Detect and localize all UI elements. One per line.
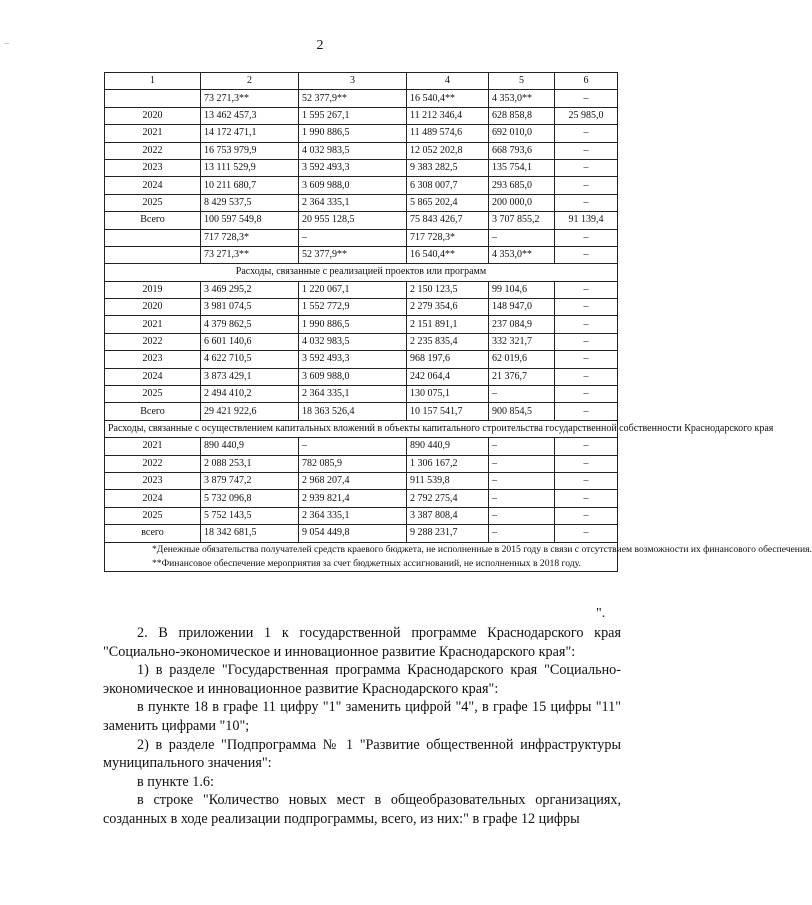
- year-cell: [105, 246, 201, 263]
- value-cell: 3 873 429,1: [201, 368, 299, 385]
- value-cell: 100 597 549,8: [201, 212, 299, 229]
- table-row: [105, 351, 618, 368]
- section-title-row: [105, 420, 618, 437]
- value-cell: –: [555, 125, 618, 142]
- value-cell: 18 363 526,4: [299, 403, 407, 420]
- value-cell: 21 376,7: [489, 368, 555, 385]
- value-cell: 10 211 680,7: [201, 177, 299, 194]
- year-cell: 2023: [105, 472, 201, 489]
- value-cell: 3 981 074,5: [201, 299, 299, 316]
- year-cell: 2022: [105, 142, 201, 159]
- year-cell: 2023: [105, 159, 201, 176]
- value-cell: –: [555, 490, 618, 507]
- section-title: Расходы, связанные с реализацией проектов или программ: [105, 264, 618, 281]
- value-cell: –: [555, 351, 618, 368]
- value-cell: 1 220 067,1: [299, 281, 407, 298]
- value-cell: 3 387 808,4: [407, 507, 489, 524]
- value-cell: –: [489, 507, 555, 524]
- section-title-row: [105, 264, 618, 281]
- value-cell: 237 084,9: [489, 316, 555, 333]
- value-cell: 130 075,1: [407, 386, 489, 403]
- paragraph: 1) в разделе "Государственная программа Краснодарского края "Социально-экономическое и инновационное развитие Краснодарского края":: [103, 662, 621, 697]
- footnote: *Денежные обязательства получателей средств краевого бюджета, не исполненные в 2015 году в связи с отсутствием возможности их финансового обеспечения.: [152, 543, 812, 555]
- year-cell: всего: [105, 525, 201, 542]
- value-cell: –: [555, 177, 618, 194]
- value-cell: 5 732 096,8: [201, 490, 299, 507]
- closing-quote: ".: [596, 606, 606, 621]
- value-cell: 1 552 772,9: [299, 299, 407, 316]
- table-row: [105, 212, 618, 229]
- paragraph: 2) в разделе "Подпрограмма № 1 "Развитие общественной инфраструктуры муниципального значения":: [103, 736, 621, 772]
- table-row: [105, 368, 618, 385]
- value-cell: 13 462 457,3: [201, 107, 299, 124]
- value-cell: 73 271,3**: [201, 90, 299, 107]
- year-cell: 2023: [105, 351, 201, 368]
- table-row: [105, 194, 618, 211]
- value-cell: –: [489, 472, 555, 489]
- value-cell: 3 609 988,0: [299, 368, 407, 385]
- value-cell: –: [555, 316, 618, 333]
- value-cell: 6 601 140,6: [201, 333, 299, 350]
- value-cell: –: [555, 299, 618, 316]
- value-cell: –: [555, 159, 618, 176]
- year-cell: 2021: [105, 438, 201, 455]
- value-cell: 11 212 346,4: [407, 107, 489, 124]
- section-title: Расходы, связанные с осуществлением капитальных вложений в объекты капитального строительства государственной собственности Краснодарского края: [105, 420, 618, 437]
- table-row: [105, 316, 618, 333]
- table-row: [105, 403, 618, 420]
- value-cell: –: [489, 490, 555, 507]
- value-cell: –: [555, 246, 618, 263]
- value-cell: 11 489 574,6: [407, 125, 489, 142]
- value-cell: 4 032 983,5: [299, 142, 407, 159]
- value-cell: 1 306 167,2: [407, 455, 489, 472]
- value-cell: 5 865 202,4: [407, 194, 489, 211]
- year-cell: 2024: [105, 368, 201, 385]
- body-text: [103, 624, 621, 829]
- table-row: [105, 142, 618, 159]
- value-cell: 1 990 886,5: [299, 316, 407, 333]
- value-cell: 75 843 426,7: [407, 212, 489, 229]
- value-cell: –: [555, 142, 618, 159]
- value-cell: 2 792 275,4: [407, 490, 489, 507]
- value-cell: 9 288 231,7: [407, 525, 489, 542]
- paragraph: в строке "Количество новых мест в общеобразовательных организациях, созданных в ходе реализации подпрограммы, всего, из них:" в графе 12 цифры: [103, 792, 621, 827]
- value-cell: 2 364 335,1: [299, 386, 407, 403]
- value-cell: 2 968 207,4: [299, 472, 407, 489]
- year-cell: 2020: [105, 299, 201, 316]
- header-cell: 6: [555, 73, 618, 90]
- table-row: [105, 472, 618, 489]
- value-cell: 4 353,0**: [489, 90, 555, 107]
- value-cell: 3 609 988,0: [299, 177, 407, 194]
- value-cell: 2 364 335,1: [299, 507, 407, 524]
- page-number: 2: [316, 38, 324, 53]
- year-cell: Всего: [105, 403, 201, 420]
- value-cell: –: [555, 472, 618, 489]
- footnote: **Финансовое обеспечение мероприятия за счет бюджетных ассигнований, не исполненных в 2018 году.: [152, 557, 581, 569]
- value-cell: 91 139,4: [555, 212, 618, 229]
- value-cell: 148 947,0: [489, 299, 555, 316]
- value-cell: 293 685,0: [489, 177, 555, 194]
- value-cell: 3 879 747,2: [201, 472, 299, 489]
- year-cell: [105, 90, 201, 107]
- value-cell: 6 308 007,7: [407, 177, 489, 194]
- table-row: [105, 455, 618, 472]
- year-cell: 2024: [105, 490, 201, 507]
- year-cell: [105, 229, 201, 246]
- value-cell: –: [555, 333, 618, 350]
- value-cell: –: [489, 438, 555, 455]
- value-cell: 332 321,7: [489, 333, 555, 350]
- value-cell: –: [489, 386, 555, 403]
- table-row: [105, 281, 618, 298]
- value-cell: 242 064,4: [407, 368, 489, 385]
- value-cell: 668 793,6: [489, 142, 555, 159]
- value-cell: 717 728,3*: [201, 229, 299, 246]
- value-cell: 2 151 891,1: [407, 316, 489, 333]
- footnotes: [105, 542, 812, 571]
- table-row: [105, 125, 618, 142]
- year-cell: 2025: [105, 507, 201, 524]
- value-cell: 16 540,4**: [407, 90, 489, 107]
- table-row: [105, 90, 618, 107]
- value-cell: 135 754,1: [489, 159, 555, 176]
- value-cell: –: [555, 507, 618, 524]
- value-cell: 200 000,0: [489, 194, 555, 211]
- value-cell: –: [555, 229, 618, 246]
- value-cell: 18 342 681,5: [201, 525, 299, 542]
- value-cell: 14 172 471,1: [201, 125, 299, 142]
- year-cell: 2021: [105, 125, 201, 142]
- value-cell: 1 990 886,5: [299, 125, 407, 142]
- year-cell: Всего: [105, 212, 201, 229]
- value-cell: 782 085,9: [299, 455, 407, 472]
- value-cell: –: [299, 438, 407, 455]
- year-cell: 2025: [105, 386, 201, 403]
- value-cell: 717 728,3*: [407, 229, 489, 246]
- year-cell: 2022: [105, 455, 201, 472]
- value-cell: 3 469 295,2: [201, 281, 299, 298]
- value-cell: 12 052 202,8: [407, 142, 489, 159]
- header-cell: 4: [407, 73, 489, 90]
- value-cell: 4 032 983,5: [299, 333, 407, 350]
- value-cell: 2 939 821,4: [299, 490, 407, 507]
- value-cell: 16 753 979,9: [201, 142, 299, 159]
- budget-table: [104, 72, 812, 572]
- table-row: [105, 507, 618, 524]
- value-cell: 10 157 541,7: [407, 403, 489, 420]
- value-cell: 8 429 537,5: [201, 194, 299, 211]
- value-cell: –: [555, 525, 618, 542]
- value-cell: 911 539,8: [407, 472, 489, 489]
- year-cell: 2019: [105, 281, 201, 298]
- value-cell: –: [555, 455, 618, 472]
- value-cell: 13 111 529,9: [201, 159, 299, 176]
- value-cell: –: [555, 438, 618, 455]
- value-cell: –: [555, 90, 618, 107]
- value-cell: 9 054 449,8: [299, 525, 407, 542]
- table-row: [105, 299, 618, 316]
- value-cell: 3 592 493,3: [299, 159, 407, 176]
- header-cell: 2: [201, 73, 299, 90]
- year-cell: 2025: [105, 194, 201, 211]
- table-row: [105, 229, 618, 246]
- paragraph: 2. В приложении 1 к государственной программе Краснодарского края "Социально-экономическое и инновационное развитие Краснодарского края":: [103, 625, 621, 660]
- footnote-row: [105, 542, 618, 571]
- header-cell: 1: [105, 73, 201, 90]
- value-cell: 25 985,0: [555, 107, 618, 124]
- header-cell: 3: [299, 73, 407, 90]
- value-cell: –: [299, 229, 407, 246]
- year-cell: 2021: [105, 316, 201, 333]
- value-cell: 900 854,5: [489, 403, 555, 420]
- value-cell: –: [555, 194, 618, 211]
- value-cell: 2 364 335,1: [299, 194, 407, 211]
- value-cell: 890 440,9: [201, 438, 299, 455]
- table-row: [105, 386, 618, 403]
- table-header-row: [105, 73, 618, 90]
- value-cell: 52 377,9**: [299, 90, 407, 107]
- value-cell: 968 197,6: [407, 351, 489, 368]
- value-cell: –: [489, 525, 555, 542]
- value-cell: –: [555, 281, 618, 298]
- table-row: [105, 246, 618, 263]
- value-cell: 4 622 710,5: [201, 351, 299, 368]
- value-cell: –: [489, 455, 555, 472]
- value-cell: 99 104,6: [489, 281, 555, 298]
- table-row: [105, 177, 618, 194]
- value-cell: 1 595 267,1: [299, 107, 407, 124]
- year-cell: 2024: [105, 177, 201, 194]
- value-cell: 5 752 143,5: [201, 507, 299, 524]
- paragraph: в пункте 18 в графе 11 цифру "1" заменить цифрой "4", в графе 15 цифры "11" заменить цифрами "10";: [103, 699, 621, 734]
- table-row: [105, 438, 618, 455]
- value-cell: –: [555, 368, 618, 385]
- value-cell: 52 377,9**: [299, 246, 407, 263]
- paragraph: в пункте 1.6:: [137, 773, 214, 790]
- value-cell: –: [555, 386, 618, 403]
- header-cell: 5: [489, 73, 555, 90]
- value-cell: 16 540,4**: [407, 246, 489, 263]
- value-cell: 2 494 410,2: [201, 386, 299, 403]
- value-cell: 4 379 862,5: [201, 316, 299, 333]
- value-cell: 2 235 835,4: [407, 333, 489, 350]
- value-cell: 692 010,0: [489, 125, 555, 142]
- margin-mark: –: [4, 38, 9, 49]
- value-cell: 628 858,8: [489, 107, 555, 124]
- value-cell: 9 383 282,5: [407, 159, 489, 176]
- table-row: [105, 107, 618, 124]
- value-cell: 29 421 922,6: [201, 403, 299, 420]
- table-row: [105, 525, 618, 542]
- year-cell: 2022: [105, 333, 201, 350]
- value-cell: 2 088 253,1: [201, 455, 299, 472]
- value-cell: 3 707 855,2: [489, 212, 555, 229]
- table-row: [105, 333, 618, 350]
- table-row: [105, 490, 618, 507]
- table-row: [105, 159, 618, 176]
- value-cell: –: [555, 403, 618, 420]
- value-cell: –: [489, 229, 555, 246]
- value-cell: 2 279 354,6: [407, 299, 489, 316]
- value-cell: 890 440,9: [407, 438, 489, 455]
- value-cell: 73 271,3**: [201, 246, 299, 263]
- value-cell: 62 019,6: [489, 351, 555, 368]
- value-cell: 20 955 128,5: [299, 212, 407, 229]
- value-cell: 2 150 123,5: [407, 281, 489, 298]
- value-cell: 4 353,0**: [489, 246, 555, 263]
- value-cell: 3 592 493,3: [299, 351, 407, 368]
- year-cell: 2020: [105, 107, 201, 124]
